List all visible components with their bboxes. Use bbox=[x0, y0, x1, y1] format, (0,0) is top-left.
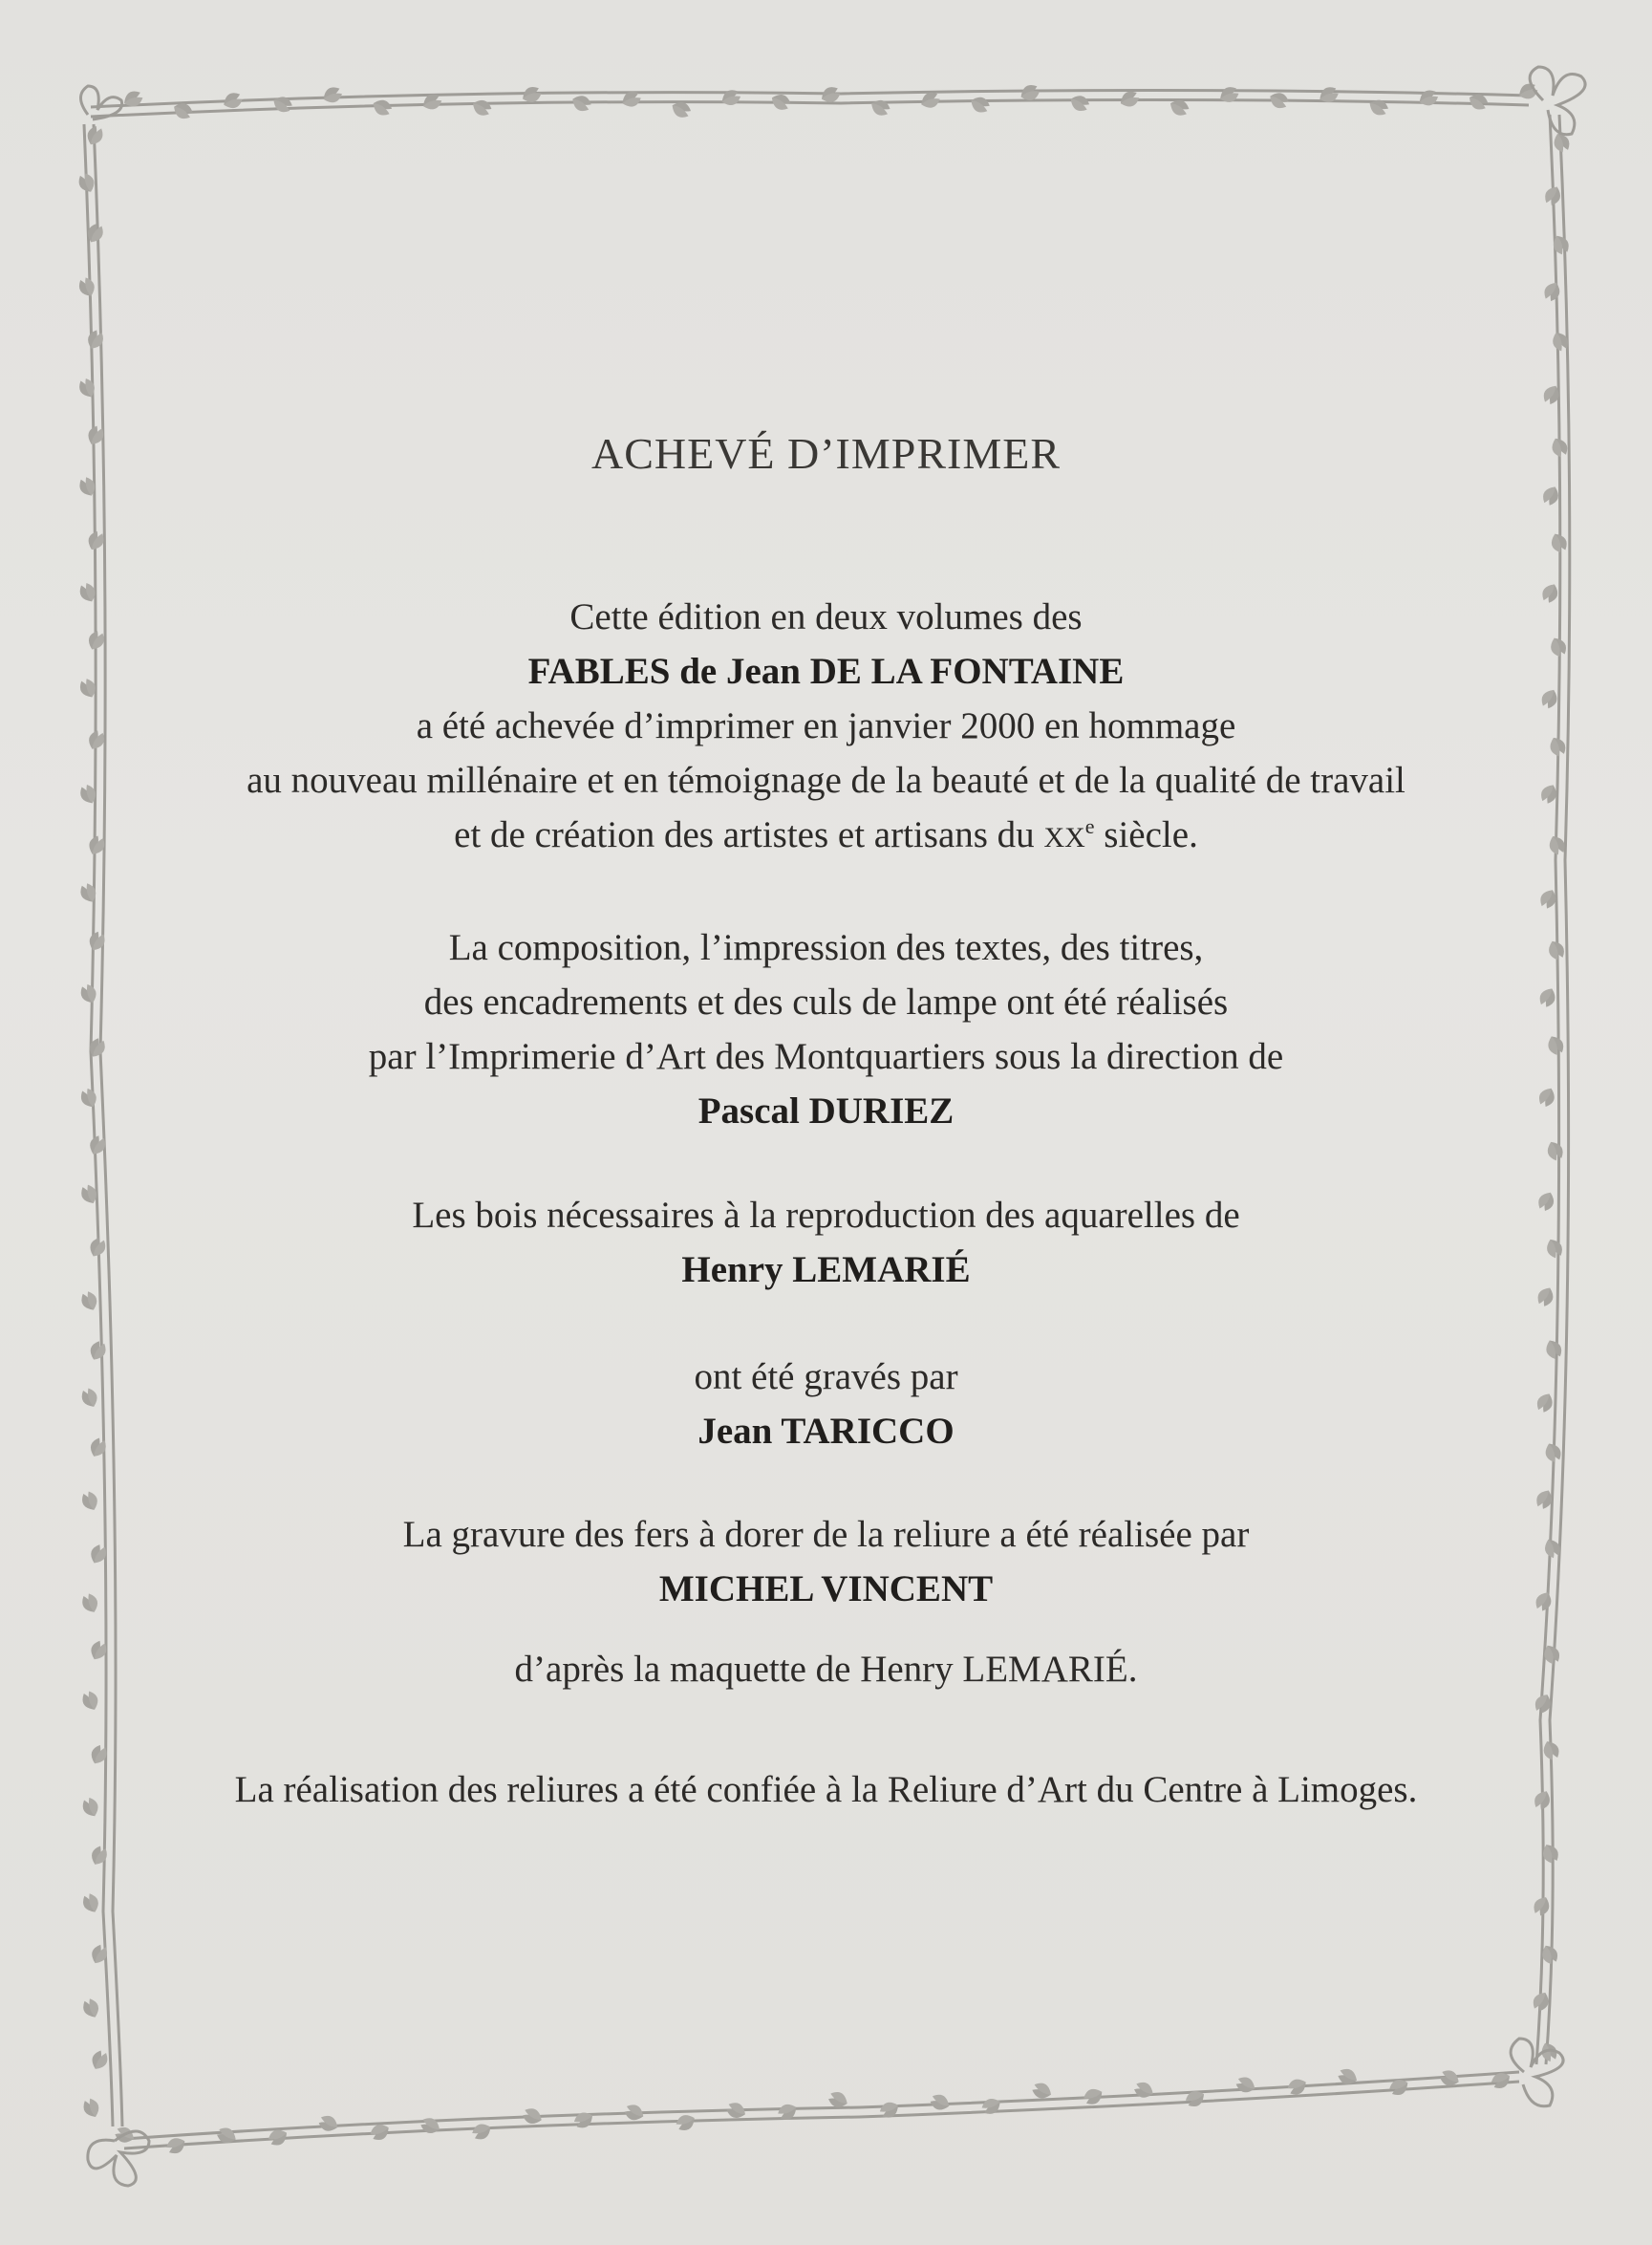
illustrator-name: Henry LEMARIÉ bbox=[681, 1249, 971, 1290]
engraved-line-1: ont été gravés par bbox=[694, 1356, 958, 1397]
laurel-leaf bbox=[470, 97, 494, 119]
binding-engraver-name: MICHEL VINCENT bbox=[658, 1568, 994, 1609]
laurel-leaf bbox=[76, 275, 98, 299]
laurel-leaf bbox=[1544, 1139, 1566, 1163]
laurel-leaf bbox=[869, 97, 892, 119]
colophon-title: ACHEVÉ D’IMPRIMER bbox=[590, 429, 1062, 478]
corner-bow-top-left bbox=[81, 86, 122, 119]
laurel-leaf bbox=[1234, 2075, 1257, 2096]
laurel-leaf bbox=[719, 87, 742, 109]
laurel-leaf bbox=[80, 1997, 102, 2020]
engraver-name: Jean TARICCO bbox=[697, 1411, 955, 1452]
edition-line-5-before: et de création des artistes et artisans du bbox=[454, 814, 1044, 855]
printer-name: Pascal DURIEZ bbox=[697, 1090, 955, 1132]
laurel-leaf bbox=[1550, 233, 1572, 257]
laurel-leaf bbox=[968, 94, 992, 116]
laurel-leaf bbox=[89, 2048, 111, 2072]
laurel-leaf bbox=[1541, 279, 1563, 303]
laurel-leaf bbox=[80, 2097, 102, 2121]
laurel-leaf bbox=[1132, 2080, 1155, 2101]
edition-line-5 bbox=[0, 808, 1652, 865]
century-superscript: e bbox=[1084, 814, 1095, 838]
edition-line-1: Cette édition en deux volumes des bbox=[569, 596, 1083, 637]
composition-line-1: La composition, l’impression des textes, des titres, bbox=[448, 927, 1204, 968]
laurel-leaf bbox=[419, 2115, 442, 2136]
laurel-leaf bbox=[572, 2108, 596, 2130]
laurel-leaf bbox=[270, 94, 294, 116]
composition-paragraph bbox=[0, 920, 1652, 1138]
composition-line-3: par l’Imprimerie d’Art des Montquartiers sous la direction de bbox=[368, 1036, 1284, 1077]
model-line-1: d’après la maquette de Henry LEMARIÉ. bbox=[514, 1649, 1138, 1690]
laurel-leaf bbox=[1366, 97, 1390, 119]
laurel-leaf bbox=[76, 377, 98, 400]
book-title: FABLES de Jean DE LA FONTAINE bbox=[527, 651, 1125, 692]
bindery-paragraph bbox=[0, 1762, 1652, 1817]
laurel-leaf bbox=[1067, 92, 1091, 114]
laurel-leaf bbox=[470, 2120, 494, 2142]
bindery-line-1: La réalisation des reliures a été confiée à la Reliure d’Art du Centre à Limoges. bbox=[234, 1769, 1418, 1810]
edition-paragraph bbox=[0, 590, 1652, 865]
binding-tools-line-1: La gravure des fers à dorer de la reliure a été réalisée par bbox=[402, 1514, 1250, 1555]
laurel-leaf bbox=[1416, 87, 1440, 109]
edition-line-4: au nouveau millénaire et en témoignage de la beauté et de la qualité de travail bbox=[247, 760, 1405, 801]
laurel-leaf bbox=[1217, 84, 1241, 106]
binding-tools-paragraph bbox=[0, 1507, 1652, 1616]
corner-bow-bottom-left bbox=[88, 2131, 149, 2186]
engraved-paragraph bbox=[0, 1349, 1652, 1458]
edition-line-3: a été achevée d’imprimer en janvier 2000 en hommage bbox=[416, 705, 1236, 746]
laurel-leaf bbox=[80, 1891, 102, 1915]
model-paragraph bbox=[0, 1642, 1652, 1696]
laurel-leaf bbox=[1317, 84, 1341, 106]
laurel-leaf bbox=[77, 881, 99, 905]
laurel-leaf bbox=[674, 2111, 697, 2133]
laurel-leaf bbox=[370, 97, 394, 119]
laurel-leaf bbox=[317, 2113, 340, 2134]
corner-bow-top-right bbox=[1530, 67, 1585, 135]
laurel-leaf bbox=[979, 2095, 1003, 2117]
laurel-leaf bbox=[320, 84, 344, 106]
edition-line-5-after: siècle. bbox=[1094, 814, 1198, 855]
laurel-leaf bbox=[84, 328, 106, 352]
woodblocks-paragraph bbox=[0, 1188, 1652, 1297]
woodblocks-line-1: Les bois nécessaires à la reproduction des aquarelles de bbox=[412, 1195, 1240, 1236]
laurel-leaf bbox=[88, 1844, 110, 1867]
composition-line-2: des encadrements et des culs de lampe ont été réalisés bbox=[423, 982, 1229, 1023]
century-numeral: XX bbox=[1043, 822, 1085, 853]
